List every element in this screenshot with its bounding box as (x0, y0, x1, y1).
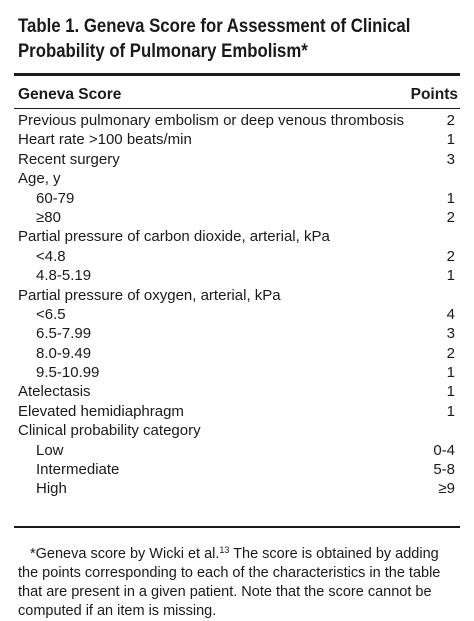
row-label: Low (36, 441, 64, 459)
row-label: Age, y (18, 170, 61, 188)
table-row (18, 479, 458, 498)
header-rule (14, 108, 460, 109)
row-label: <6.5 (36, 305, 66, 323)
row-label: Heart rate >100 beats/min (18, 131, 192, 149)
row-points: 1 (446, 364, 455, 382)
row-points: 4 (446, 305, 455, 323)
row-label: 8.0-9.49 (36, 344, 92, 362)
table-row (18, 344, 458, 363)
row-label: Intermediate (36, 461, 120, 479)
row-points: 2 (446, 112, 455, 129)
row-label: Partial pressure of oxygen, arterial, kPa (18, 286, 281, 304)
table-row (18, 169, 458, 188)
table-row (18, 150, 458, 169)
table-row (18, 421, 458, 440)
table-row (18, 305, 458, 324)
row-label: Previous pulmonary embolism or deep venous thrombosis (18, 112, 405, 129)
footnote-text-end: The score is obtained by adding the points corresponding to each of the characteristics in the table that are present in a given patient. Note that the score cannot be computed if an item is missing. (18, 546, 441, 619)
footnote (18, 541, 462, 621)
table-title (18, 14, 411, 64)
table-row (18, 324, 458, 343)
row-points: 3 (446, 150, 455, 168)
row-points: 2 (446, 344, 455, 362)
column-header-points: Points (410, 86, 458, 103)
table-title-line-2: Probability of Pulmonary Embolism* (18, 40, 308, 62)
row-points: 3 (446, 325, 455, 343)
row-points: 2 (446, 247, 455, 265)
footnote-reference: 13 (219, 545, 230, 555)
table-row (18, 227, 458, 246)
row-label: 6.5-7.99 (36, 325, 92, 343)
row-points: 2 (446, 208, 455, 226)
row-points: 1 (446, 267, 455, 285)
row-points: ≥9 (438, 480, 455, 498)
column-header-geneva-score: Geneva Score (18, 86, 122, 103)
table-row (18, 266, 458, 285)
row-label: 4.8-5.19 (36, 267, 92, 285)
row-points: 5-8 (433, 461, 455, 479)
row-label: 60-79 (36, 189, 75, 207)
table-row (18, 460, 458, 479)
table-row (18, 111, 458, 130)
top-rule (14, 73, 460, 76)
row-label: Partial pressure of carbon dioxide, arterial, kPa (18, 228, 330, 246)
table-title-line-1: Table 1. Geneva Score for Assessment of Clinical (18, 15, 411, 37)
row-label: Clinical probability category (18, 422, 201, 440)
row-label: 9.5-10.99 (36, 364, 100, 382)
footnote-text-start: *Geneva score by Wicki et al. (30, 546, 220, 562)
row-points: 0-4 (433, 441, 455, 459)
table-row (18, 382, 458, 401)
table-row (18, 189, 458, 208)
row-label: Recent surgery (18, 150, 120, 168)
table-row (18, 130, 458, 149)
table-row (18, 363, 458, 382)
row-label: Atelectasis (18, 383, 91, 401)
row-label: High (36, 480, 67, 498)
row-label: Elevated hemidiaphragm (18, 402, 184, 420)
row-points: 1 (446, 402, 455, 420)
table-row (18, 208, 458, 227)
bottom-rule (14, 526, 460, 528)
row-label: <4.8 (36, 247, 66, 265)
row-points: 1 (446, 131, 455, 149)
row-points: 1 (446, 189, 455, 207)
row-label: ≥80 (36, 208, 61, 226)
table-row (18, 402, 458, 421)
table-row (18, 286, 458, 305)
row-points: 1 (446, 383, 455, 401)
table-row (18, 247, 458, 266)
table-row (18, 441, 458, 460)
table-body (18, 111, 458, 499)
